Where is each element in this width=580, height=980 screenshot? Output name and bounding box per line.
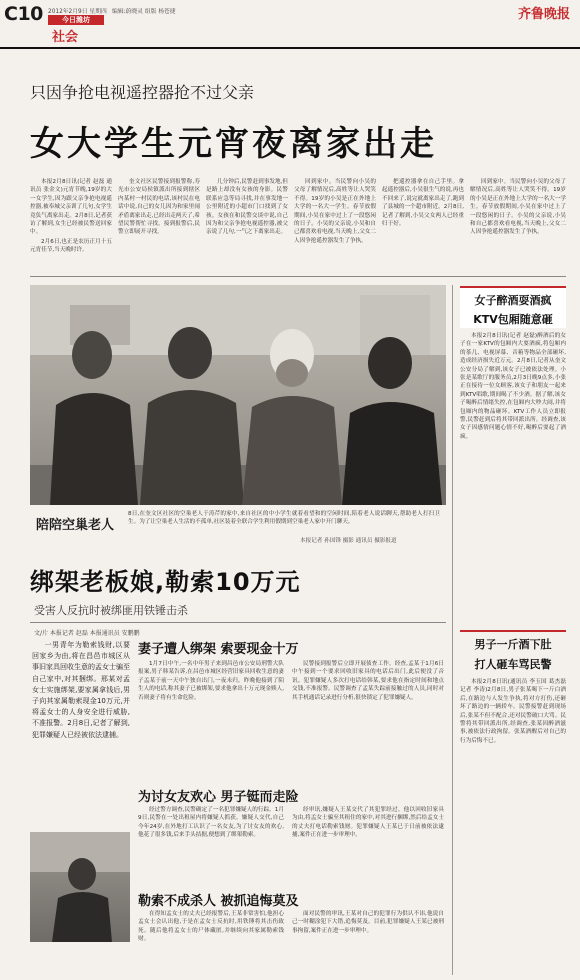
section-1-col-1: 1月7日中午,一名中年男子来到昌邑市公安局刑警大队报案,男子韩某告诉,在昌邑市城区经营旧家具回收生意的妻子孟某于前一天中午独自出门,一夜未归。昨晚他接到了陌生人的电话,称其妻子已被绑架,要求他拿出十万元现金赎人,否则妻子将有生命危险。 xyxy=(138,661,284,701)
sidebar1-title-line1: 女子醉酒耍酒疯 xyxy=(474,294,552,307)
section-head-1: 妻子遭人绑架 索要现金十万 xyxy=(138,642,299,657)
lead-col-1: 本报2月8日讯(记者 赵磊 通讯员 张金文)元宵节晚,19岁的大一女学生,因为跟父亲争抢电视遥控器,被奉城父亲训了几句,女学生竟负气离家出走。2月8日,记者获访了解到,女生已经被民警送回家中。 2月6日,也正是农历正月十五元宵佳节,当天晚时许, xyxy=(30,179,112,254)
editor-credit: 编辑:蔚晓灵 组版 杨苍捷 xyxy=(112,9,176,15)
sidebar2-title-line1: 男子一斤酒下肚 xyxy=(474,638,552,651)
main-photo xyxy=(30,285,446,505)
lead-col-5: 把遥控器拿在自己手里。拿起遥控器后,小吴很生气的说,再也不回来了,说完就离家出走了,跑到了县城的一个超市附近。2月8日,记者了解到,小吴父女两人已经重归于好。 xyxy=(382,179,464,228)
page-number: C10 xyxy=(4,3,43,25)
sidebar2-title-line2: 打人砸车骂民警 xyxy=(474,658,552,671)
sidebar1-title-line2: KTV包厢随意砸 xyxy=(473,313,553,326)
section-2-col-1: 经过警方调查,民警确定了一名犯罪嫌疑人的行踪。1月9日,民警在一处出租屋内将嫌疑人抓获。嫌疑人交代,自己今年24岁,在外地打工认识了一名女友,为了讨女友的欢心,他花了很多钱,后来手头拮据,便想到了绑架勒索。 xyxy=(138,807,284,839)
kicker-label: 今日潍坊 xyxy=(62,16,90,24)
lead-col-6: 回到家中。当民警向小吴的父母了解情况后,高姓等让人哭笑不得。19岁的小吴是正在外地上大学的一名大一学生。春节放假期间,小吴在家中过上了一段悠闲的日子。小吴的父亲说,小吴和自己都喜欢看电视,当天晚上,父女二人因争抢遥控器发生了争执。 xyxy=(470,179,566,236)
elderly-visit-photo xyxy=(30,285,446,505)
sidebar-divider xyxy=(452,285,453,975)
lead-col-3: 几分钟后,民警赶到事发地,但是路上却没有女孩的身影。民警联系应急等局寻找,并在事发地一公里附近的小超市门口找到了女孩。女孩在和民警交谈中说,自己因为和父亲争抢电视遥控器,被父亲说了几句,一气之下离家出走。 xyxy=(206,179,288,236)
sidebar1-headline-box xyxy=(460,286,566,328)
lead-subtitle: 只因争抢电视遥控器抢不过父亲 xyxy=(30,83,255,102)
section-name: 社会 xyxy=(52,30,79,45)
section-head-2: 为讨女友欢心 男子铤而走险 xyxy=(138,790,299,805)
lead-bottom-rule xyxy=(30,276,566,277)
photo-credit: 本报记者 孙国锋 摄影 通讯员 摄影报道 xyxy=(300,538,397,544)
suspect-photo-image xyxy=(30,832,130,942)
feature-byline: 文/片 本报记者 赵磊 本报通讯员 安鹏鹏 xyxy=(34,630,140,637)
suspect-photo xyxy=(30,832,130,942)
newspaper-logo: 齐鲁晚报 xyxy=(517,7,570,22)
feature-rule xyxy=(30,622,446,623)
kicker-tag xyxy=(48,15,104,25)
sidebar2-body: 本报2月8日讯(通讯员 李玉国 葛杰磊 记者 李涛)2月8日,男子张某喝下一斤白酒后,在路边与人发生争执,将对方打伤,还砸坏了路边的一辆轿车。民警接警赶到现场后,张某不但不配合,还对民警破口大骂。民警将其带回派出所,经调查,张某因醉酒滋事,被依法行政拘留。张某酒醒后对自己的行为后悔不已。 xyxy=(460,679,566,744)
section-3-col-1: 在得知孟女士的丈夫已经报警后,王某非常害怕,他担心孟女士会认出他,于是在孟女士反抗时,用铁锤将其击伤致死。随后他将孟女士的尸体藏匿,并继续向其家属勒索钱财。 xyxy=(138,911,284,943)
photo-caption-title: 陪陪空巢老人 xyxy=(36,518,115,533)
section-head-3: 勒索不成杀人 被抓追悔莫及 xyxy=(138,894,299,909)
lead-col-2: 奎文社区民警接到报警称,寿光市公安局侯镇派出所接到辖区内某村一村民的电话,该村民在电话中说,自己的女儿因为和家里闹矛盾离家出走,已经出走两天了,希望民警帮忙寻找。接到报警后,民警立即展开寻找。 xyxy=(118,179,200,236)
lead-headline: 女大学生元宵夜离家出走 xyxy=(30,124,437,164)
feature-subtitle: 受害人反抗时被绑匪用铁锤击杀 xyxy=(34,604,188,617)
sidebar2-headline-box xyxy=(460,630,566,676)
section-1-col-2: 民警接到报警后立即开展侦查工作。经查,孟某于1月6日中午接到一个要求回收旧家具的电话后出门,此后便没了音讯。犯罪嫌疑人多次打电话给韩某,要求他在指定时间和地点交钱,不准报警。民警调查了孟某失踪前接触过的人员,同时对其手机通话记录进行分析,很快锁定了犯罪嫌疑人。 xyxy=(292,661,444,701)
photo-caption-text: 8日,在奎文区社区的空巢老人于涛芹的家中,来自社区的中小学生就着看望和的空闲时间,陪着老人说话聊天,帮助老人打扫卫生。为了让空巢老人生活的不孤单,社区装着全联合学生利用假期到空巢老人家中开门聊天。 xyxy=(128,511,440,526)
header-rule xyxy=(0,47,580,49)
section-3-col-2: 面对民警的审讯,王某对自己的犯罪行为供认不讳,他说自己一时糊涂犯下大错,追悔莫及。目前,犯罪嫌疑人王某已被刑事拘留,案件正在进一步审理中。 xyxy=(292,911,444,934)
feature-headline: 绑架老板娘,勒索10万元 xyxy=(30,568,301,596)
issue-date: 2012年2月9日 星期四 xyxy=(48,9,107,15)
sidebar1-body: 本报2月8日讯(记者 赵磊)醉酒后的女子在一家KTV的包厢内大耍酒疯,将包厢内的茶几、电视屏幕、音箱等物品全部砸坏,造成经济损失近万元。2月8日,记者从奎文公安分局了解到,该女子已被依法处理。小张是某歌厅的服务员,2月3日晚9点多,小张正在接待一位女顾客,该女子和朋友一起来到KTV唱歌,期间喝了不少酒。据了解,该女子喝醉后情绪失控,在包厢内大吵大闹,并将包厢内的物品砸坏。KTV工作人员立即报警,民警赶到后将其带回派出所。经调查,该女子因感情问题心情不好,喝醉后耍起了酒疯。 xyxy=(460,333,566,440)
section-2-col-2: 经审讯,嫌疑人王某交代了其犯罪经过。他以回收旧家具为由,将孟女士骗至其租住的家中,对其进行捆绑,然后给孟女士的丈夫打电话勒索钱财。犯罪嫌疑人王某已于日前被依法逮捕,案件正在进一步审理中。 xyxy=(292,807,444,839)
lead-col-4: 回到家中。当民警向小吴的父母了解情况后,高姓等让人哭笑不得。19岁的小吴是正在外地上大学的一名大一学生。春节放假期间,小吴在家中过上了一段悠闲的日子。小吴的父亲说,小吴和自己都喜欢看电视,当天晚上,父女二人因争抢遥控器发生了争执。 xyxy=(294,179,376,244)
feature-intro: 一男青年为勒索钱财,以要回家乡为由,将在昌邑市城区从事旧家具回收生意的孟女士骗至自己家中,对其捆绑。邢某对孟女士实施绑架,要家属拿钱后,男子向其家属勒索现金10万元,并将孟女士的人身安全进行威胁,不准报警。2月8日,记者了解到,犯罪嫌疑人已经被依法逮捕。 xyxy=(32,641,130,739)
